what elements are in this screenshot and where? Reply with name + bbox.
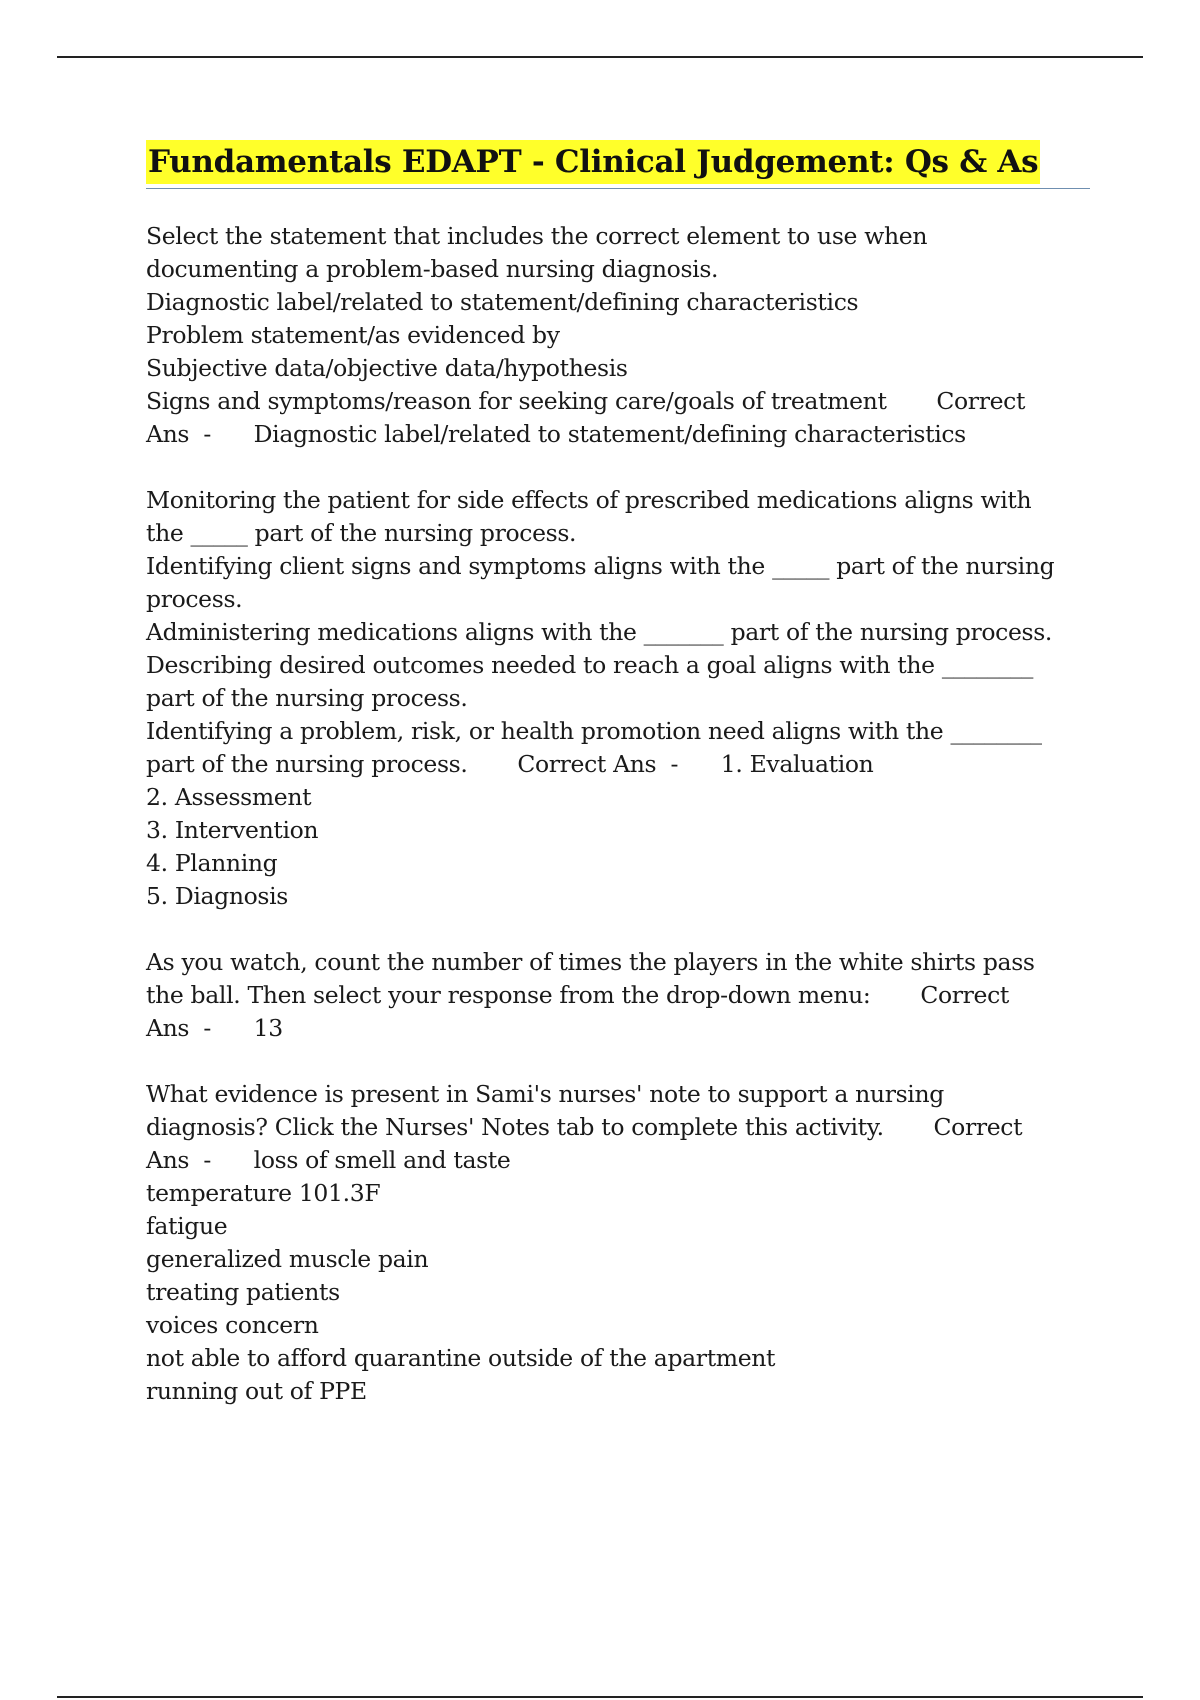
- qa-line: diagnosis? Click the Nurses' Notes tab to complete this activity. Correct: [146, 1113, 1023, 1141]
- qa-line: 4. Planning: [146, 849, 278, 877]
- qa-line: the ball. Then select your response from the drop-down menu: Correct: [146, 981, 1009, 1009]
- qa-line: process.: [146, 585, 243, 613]
- qa-line: voices concern: [146, 1311, 319, 1339]
- document-title: Fundamentals EDAPT - Clinical Judgement: Qs & As: [146, 140, 1040, 184]
- qa-line: Ans - 13: [146, 1014, 283, 1042]
- qa-line: part of the nursing process.: [146, 684, 468, 712]
- qa-line: part of the nursing process. Correct Ans - 1. Evaluation: [146, 750, 874, 778]
- qa-line: Subjective data/objective data/hypothesis: [146, 354, 628, 382]
- qa-block: [146, 220, 1090, 451]
- qa-line: temperature 101.3F: [146, 1179, 381, 1207]
- qa-line: Ans - Diagnostic label/related to statement/defining characteristics: [146, 420, 966, 448]
- qa-line: Identifying client signs and symptoms aligns with the _____ part of the nursing: [146, 552, 1055, 580]
- qa-line: Diagnostic label/related to statement/defining characteristics: [146, 288, 859, 316]
- qa-block: [146, 484, 1090, 913]
- qa-line: Monitoring the patient for side effects of prescribed medications aligns with: [146, 486, 1032, 514]
- qa-line: 5. Diagnosis: [146, 882, 289, 910]
- qa-line: Identifying a problem, risk, or health promotion need aligns with the ________: [146, 717, 1042, 745]
- qa-line: Describing desired outcomes needed to reach a goal aligns with the ________: [146, 651, 1034, 679]
- qa-line: the _____ part of the nursing process.: [146, 519, 577, 547]
- qa-line: documenting a problem-based nursing diagnosis.: [146, 255, 719, 283]
- qa-block: [146, 946, 1090, 1045]
- bottom-rule: [57, 1696, 1143, 1698]
- qa-list: [146, 220, 1090, 1408]
- qa-line: Select the statement that includes the correct element to use when: [146, 222, 928, 250]
- qa-line: 3. Intervention: [146, 816, 319, 844]
- qa-line: What evidence is present in Sami's nurses' note to support a nursing: [146, 1080, 944, 1108]
- qa-block: [146, 1078, 1090, 1408]
- qa-line: Administering medications aligns with the _______ part of the nursing process.: [146, 618, 1053, 646]
- qa-line: generalized muscle pain: [146, 1245, 429, 1273]
- top-rule: [57, 56, 1143, 58]
- qa-line: Ans - loss of smell and taste: [146, 1146, 511, 1174]
- qa-line: 2. Assessment: [146, 783, 312, 811]
- qa-line: Signs and symptoms/reason for seeking care/goals of treatment Correct: [146, 387, 1026, 415]
- document-body: [146, 140, 1090, 1441]
- qa-line: running out of PPE: [146, 1377, 367, 1405]
- title-block: [146, 140, 1090, 189]
- qa-line: not able to afford quarantine outside of the apartment: [146, 1344, 776, 1372]
- qa-line: treating patients: [146, 1278, 340, 1306]
- qa-line: As you watch, count the number of times the players in the white shirts pass: [146, 948, 1035, 976]
- qa-line: Problem statement/as evidenced by: [146, 321, 560, 349]
- qa-line: fatigue: [146, 1212, 228, 1240]
